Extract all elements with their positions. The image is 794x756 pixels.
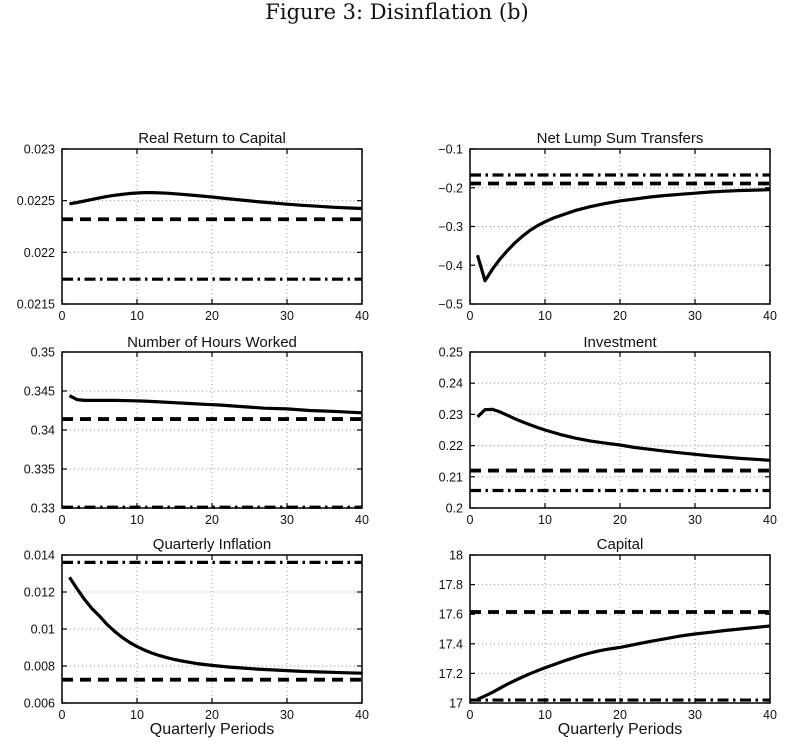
svg-text:0.22: 0.22 <box>438 439 463 454</box>
svg-text:0.014: 0.014 <box>23 548 55 563</box>
svg-text:40: 40 <box>355 708 369 722</box>
svg-text:20: 20 <box>613 513 627 527</box>
svg-text:40: 40 <box>763 708 777 722</box>
svg-text:10: 10 <box>538 513 552 527</box>
figure-title: Figure 3: Disinflation (b) <box>265 0 529 24</box>
svg-text:20: 20 <box>205 708 219 722</box>
subplot-title-net-lump-sum-transfers: Net Lump Sum Transfers <box>536 130 704 147</box>
svg-text:10: 10 <box>538 309 552 323</box>
svg-text:40: 40 <box>355 513 369 527</box>
svg-text:20: 20 <box>205 513 219 527</box>
svg-text:0: 0 <box>466 513 474 527</box>
svg-text:−0.3: −0.3 <box>438 220 463 234</box>
real-return-to-capital-chart <box>0 139 380 335</box>
svg-text:−0.1: −0.1 <box>438 142 463 157</box>
svg-text:−0.4: −0.4 <box>438 258 463 273</box>
subplot-title-real-return-to-capital: Real Return to Capital <box>138 130 286 147</box>
svg-text:0.022: 0.022 <box>23 245 55 260</box>
capital-chart <box>408 545 788 735</box>
svg-text:0.023: 0.023 <box>23 142 55 157</box>
svg-text:0.345: 0.345 <box>23 384 55 399</box>
x-axis-label-right: Quarterly Periods <box>557 721 683 738</box>
svg-text:0.01: 0.01 <box>30 622 55 637</box>
svg-text:17.6: 17.6 <box>438 607 463 622</box>
svg-text:40: 40 <box>763 309 777 323</box>
svg-text:10: 10 <box>130 513 144 527</box>
subplot-title-quarterly-inflation: Quarterly Inflation <box>152 536 272 553</box>
svg-text:−0.5: −0.5 <box>438 297 463 312</box>
svg-text:30: 30 <box>688 309 702 323</box>
svg-text:0.006: 0.006 <box>23 696 55 711</box>
x-axis-label-left: Quarterly Periods <box>149 721 275 738</box>
svg-text:10: 10 <box>130 309 144 323</box>
svg-text:17.4: 17.4 <box>438 637 463 652</box>
subplot-title-investment: Investment <box>583 334 657 351</box>
svg-text:0.25: 0.25 <box>438 345 463 360</box>
investment-chart <box>408 342 788 539</box>
svg-text:17.8: 17.8 <box>438 578 463 593</box>
svg-text:0.35: 0.35 <box>30 345 55 360</box>
svg-text:0.2: 0.2 <box>445 501 463 516</box>
subplot-title-number-of-hours-worked: Number of Hours Worked <box>127 334 297 351</box>
svg-text:20: 20 <box>205 309 219 323</box>
number-of-hours-worked-chart <box>0 342 380 539</box>
quarterly-inflation-chart <box>0 545 380 735</box>
svg-text:17.2: 17.2 <box>438 666 463 681</box>
svg-text:0.0215: 0.0215 <box>16 297 55 312</box>
svg-text:10: 10 <box>538 708 552 722</box>
svg-text:20: 20 <box>613 708 627 722</box>
svg-text:0.0225: 0.0225 <box>16 194 55 209</box>
svg-text:40: 40 <box>763 513 777 527</box>
svg-text:20: 20 <box>613 309 627 323</box>
svg-text:0.33: 0.33 <box>30 501 55 516</box>
svg-text:30: 30 <box>280 309 294 323</box>
svg-text:−0.2: −0.2 <box>438 181 463 196</box>
svg-text:0: 0 <box>58 513 66 527</box>
svg-text:0.21: 0.21 <box>438 470 463 485</box>
svg-text:30: 30 <box>280 513 294 527</box>
subplot-title-capital: Capital <box>596 536 644 553</box>
svg-text:0: 0 <box>58 309 66 323</box>
svg-text:40: 40 <box>355 309 369 323</box>
svg-text:30: 30 <box>688 708 702 722</box>
svg-text:0.008: 0.008 <box>23 659 55 674</box>
svg-text:10: 10 <box>130 708 144 722</box>
net-lump-sum-transfers-chart <box>408 139 788 335</box>
svg-text:0: 0 <box>58 708 66 722</box>
svg-text:30: 30 <box>280 708 294 722</box>
svg-text:30: 30 <box>688 513 702 527</box>
svg-text:0.34: 0.34 <box>30 423 55 438</box>
svg-text:0.24: 0.24 <box>438 376 463 391</box>
svg-text:17: 17 <box>449 696 463 711</box>
svg-text:0.012: 0.012 <box>23 585 55 600</box>
svg-text:0.23: 0.23 <box>438 407 463 422</box>
svg-text:18: 18 <box>449 548 463 563</box>
svg-text:0: 0 <box>466 708 474 722</box>
svg-text:0.335: 0.335 <box>23 462 55 477</box>
svg-text:0: 0 <box>466 309 474 323</box>
